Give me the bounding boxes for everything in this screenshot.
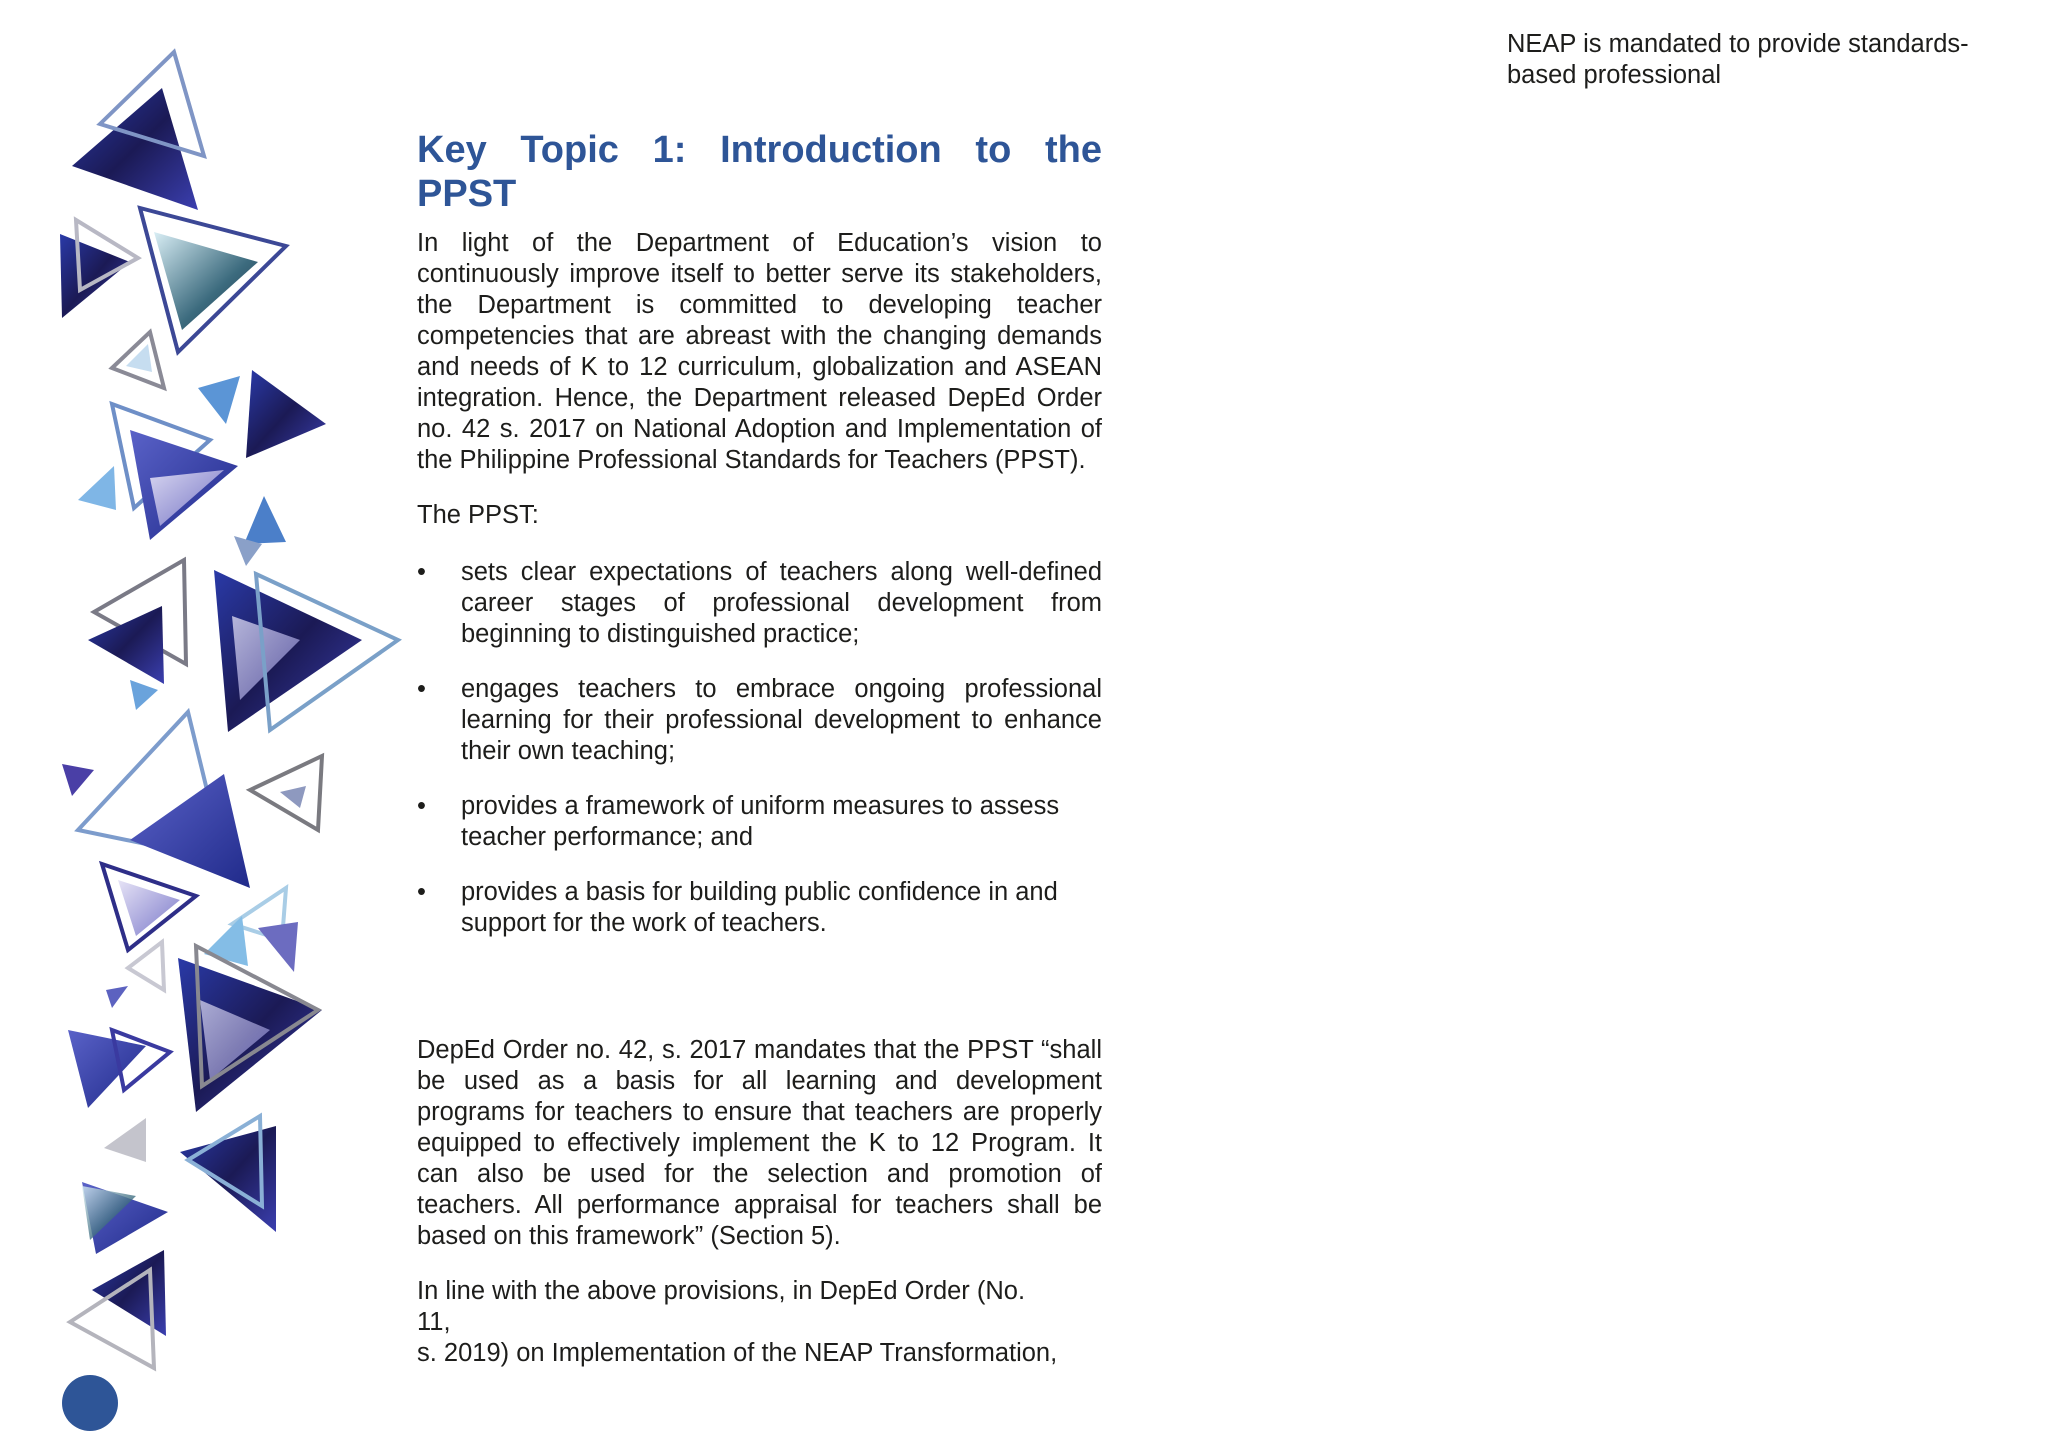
side-note: NEAP is mandated to provide standards- based professional	[1507, 30, 1969, 89]
list-item	[417, 877, 1102, 939]
bullet-text: provides a basis for building public confidence in and support for the work of teachers.	[461, 878, 1058, 937]
mandate-paragraph: DepEd Order no. 42, s. 2017 mandates that the PPST “shall be used as a basis for all learning and development programs for teachers to ensure that teachers are properly equipped to effectively implement the K to 12 Program. It can also be used for the selection and promotion of teachers. All performance appraisal for teachers shall be based on this framework” (Section 5).	[417, 1036, 1102, 1250]
triangle-shape	[130, 774, 250, 888]
triangle-shape	[130, 680, 158, 710]
triangle-shape	[106, 986, 128, 1008]
triangle-shape	[244, 496, 286, 544]
closing-paragraph: In line with the above provisions, in DepEd Order (No. 11, s. 2019) on Implementation of the NEAP Transformation,	[417, 1277, 1058, 1367]
triangle-shape	[126, 344, 152, 372]
bullet-text: sets clear expectations of teachers along well-defined career stages of professional development from beginning to distinguished practice;	[461, 558, 1102, 648]
triangle-shape	[68, 1030, 146, 1108]
triangle-shape	[92, 1250, 166, 1336]
triangle-shape	[198, 376, 240, 424]
bullet-marker: •	[417, 675, 426, 703]
triangle-shape	[88, 606, 164, 684]
bullet-text: provides a framework of uniform measures to assess teacher performance; and	[461, 792, 1060, 851]
list-item	[417, 674, 1102, 767]
triangle-shape	[104, 1118, 146, 1162]
triangle-outline	[128, 942, 164, 990]
list-item	[417, 791, 1102, 853]
ppst-bullet-list	[417, 557, 1102, 939]
triangle-shape	[204, 916, 248, 966]
triangle-shape	[246, 370, 326, 458]
decorative-triangle-pattern	[0, 0, 420, 1448]
triangle-shape	[62, 764, 94, 796]
main-content	[417, 128, 1102, 1369]
triangle-shape	[280, 786, 306, 808]
list-item	[417, 557, 1102, 650]
bullet-marker: •	[417, 878, 426, 906]
triangle-shape	[258, 922, 298, 972]
decorative-circle	[62, 1375, 118, 1431]
bullet-text: engages teachers to embrace ongoing professional learning for their professional development to enhance their own teaching;	[461, 675, 1102, 765]
intro-paragraph: In light of the Department of Education’s vision to continuously improve itself to better serve its stakeholders, the Department is committed to developing teacher competencies that are abreast with the changing demands and needs of K to 12 curriculum, globalization and ASEAN integration. Hence, the Department released DepEd Order no. 42 s. 2017 on National Adoption and Implementation of the Philippine Professional Standards for Teachers (PPST).	[417, 229, 1102, 474]
ppst-list-label: The PPST:	[417, 501, 539, 529]
section-gap	[417, 963, 1102, 1035]
key-topic-heading: Key Topic 1: Introduction to the PPST	[417, 129, 1102, 215]
triangle-shape	[150, 470, 224, 526]
triangle-shape	[78, 466, 116, 510]
bullet-marker: •	[417, 792, 426, 820]
bullet-marker: •	[417, 558, 426, 586]
